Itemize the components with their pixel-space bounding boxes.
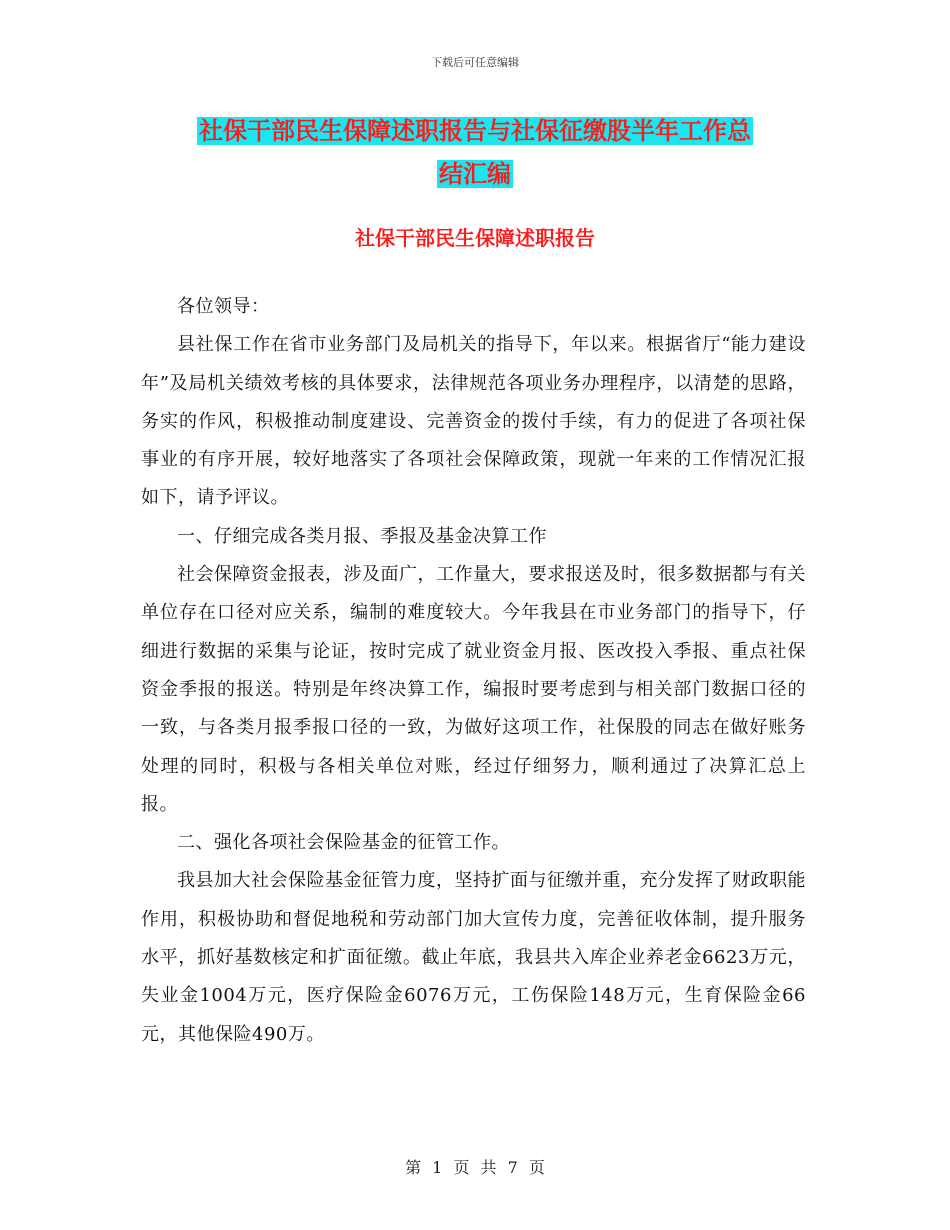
document-title-line-2-text: 结汇编 <box>439 160 511 188</box>
section-heading-2: 二、强化各项社会保险基金的征管工作。 <box>177 832 510 854</box>
body-paragraph: 县社保工作在省市业务部门及局机关的指导下，年以来。根据省厅“能力建设年”及局机关绩效考核的具体要求，法律规范各项业务办理程序，以清楚的思路，务实的作风，积极推动制度建设、完善资金的拨付手续，有力的促进了各项社保事业的有序开展，较好地落实了各项社会保障政策，现就一年来的工作情况汇报如下，请予评议。 <box>141 334 806 509</box>
body-paragraph: 社会保障资金报表，涉及面广，工作量大，要求报送及时，很多数据都与有关单位存在口径对应关系，编制的难度较大。今年我县在市业务部门的指导下，仔细进行数据的采集与论证，按时完成了就业资金月报、医改投入季报、重点社保资金季报的报送。特别是年终决算工作，编报时要考虑到与相关部门数据口径的一致，与各类月报季报口径的一致，为做好这项工作，社保股的同志在做好账务处理的同时，积极与各相关单位对账，经过仔细努力，顺利通过了决算汇总上报。 <box>141 564 806 815</box>
section-title: 社保干部民生保障述职报告 <box>355 226 595 250</box>
document-title-line-1 <box>0 114 950 148</box>
page-number-footer: 第 1 页 共 7 页 <box>405 1158 545 1177</box>
header-note: 下载后可任意编辑 <box>431 56 519 69</box>
document-title-line-1-text: 社保干部民生保障述职报告与社保征缴股半年工作总 <box>199 117 751 145</box>
document-title-line-2 <box>0 157 950 191</box>
section-heading-1: 一、仔细完成各类月报、季报及基金决算工作 <box>177 525 547 547</box>
document-body <box>141 288 806 1054</box>
salutation-paragraph: 各位领导： <box>177 296 270 317</box>
body-paragraph: 我县加大社会保险基金征管力度，坚持扩面与征缴并重，充分发挥了财政职能作用，积极协助和督促地税和劳动部门加大宣传力度，完善征收体制，提升服务水平，抓好基数核定和扩面征缴。截止年底，我县共入库企业养老金6623万元，失业金1004万元，医疗保险金6076万元，工伤保险148万元，生育保险金66元，其他保险490万。 <box>141 870 806 1045</box>
